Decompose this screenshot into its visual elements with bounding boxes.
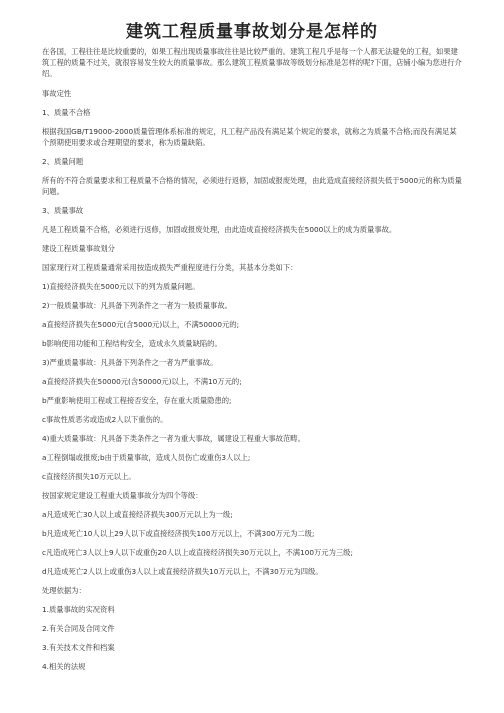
body-line: 处理依据为： bbox=[42, 586, 86, 595]
body-line: a工程倒塌或报废;b由于质量事故，造成人员伤亡或重伤3人以上; bbox=[42, 453, 251, 462]
body-line: 凡是工程质量不合格，必须进行返修，加固或报废处理，由此造成直接经济损失在5000以上的成为质量事故。 bbox=[42, 225, 397, 234]
intro-paragraph: 在各国，工程往往是比较重要的，如果工程出现质量事故往往是比较严重的。建筑工程几乎是每一个人都无法避免的工程，如果建筑工程的质量不过关，就很容易发生较大的质量事故。那么建筑工程质量事故等级划分标准是怎样的呢?下面，店铺小编为您进行介绍。 bbox=[42, 47, 462, 78]
body-line: c直接经济损失10万元以上。 bbox=[42, 472, 136, 481]
body-line: 建设工程质量事故划分 bbox=[42, 244, 115, 253]
body-line: c事故性质恶劣或造成2人以下重伤的。 bbox=[42, 415, 168, 424]
body-line: b严重影响使用工程或工程接否安全，存在重大质量隐患的; bbox=[42, 396, 232, 405]
body-paragraph: 根据我国GB/T19000-2000质量管理体系标准的规定，凡工程产品没有满足某个规定的要求，就称之为质量不合格;而没有满足某个预期使用要求或合理期望的要求，称为质量缺陷。 bbox=[42, 127, 457, 147]
body-line: 4.相关的法规 bbox=[42, 662, 86, 671]
body-paragraph: 所有的不符合质量要求和工程质量不合格的情况，必须进行返修，加固或报废处理，由此造成直接经济损失低于5000元的称为质量问题。 bbox=[42, 176, 462, 196]
body-line: b影响使用功能和工程结构安全，造成永久质量缺陷的。 bbox=[42, 339, 222, 348]
body-line: 2、质量问题 bbox=[42, 157, 84, 166]
body-line: 3、质量事故 bbox=[42, 206, 84, 215]
body-line: 1、质量不合格 bbox=[42, 108, 91, 117]
body-line: 1)直接经济损失在5000元以下的列为质量问题。 bbox=[42, 282, 200, 291]
body-line: 4)重大质量事故：凡具备下类条件之一者为重大事故，属建设工程重大事故范畴。 bbox=[42, 434, 305, 443]
document-title: 建筑工程质量事故划分是怎样的 bbox=[126, 22, 378, 42]
body-line: a凡造成死亡30人以上或直接经济损失300万元以上为一级; bbox=[42, 510, 233, 519]
body-line: c凡造成死亡3人以上9人以下或重伤20人以上或直接经济损失30万元以上，不满100万元为三级; bbox=[42, 548, 353, 557]
body-line: 2)一般质量事故：凡具备下列条件之一者为一般质量事故。 bbox=[42, 301, 232, 310]
body-line: 1.质量事故的实况资料 bbox=[42, 605, 115, 614]
body-line: b凡造成死亡10人以上29人以下或直接经济损失100万元以上，不满300万元为二级; bbox=[42, 529, 315, 538]
body-line: 3.有关技术文件和档案 bbox=[42, 643, 115, 652]
body-line: 按国家规定建设工程重大质量事故分为四个等级： bbox=[42, 491, 203, 500]
body-line: a直接经济损失在50000元(含50000元)以上，不满10万元的; bbox=[42, 377, 242, 386]
body-line: d凡造成死亡2人以上或重伤3人以上或直接经济损失10万元以上，不满30万元为四级。 bbox=[42, 567, 323, 576]
item-list bbox=[42, 88, 462, 672]
document-body bbox=[42, 46, 462, 672]
body-line: 事故定性 bbox=[42, 89, 72, 98]
body-line: a直接经济损失在5000元(含5000元)以上，不满50000元的; bbox=[42, 320, 240, 329]
body-line: 国家现行对工程质量通常采用按造成损失严重程度进行分类，其基本分类如下： bbox=[42, 263, 298, 272]
body-line: 3)严重质量事故：凡具备下列条件之一者为严重事故。 bbox=[42, 358, 218, 367]
body-line: 2.有关合同及合同文件 bbox=[42, 624, 115, 633]
